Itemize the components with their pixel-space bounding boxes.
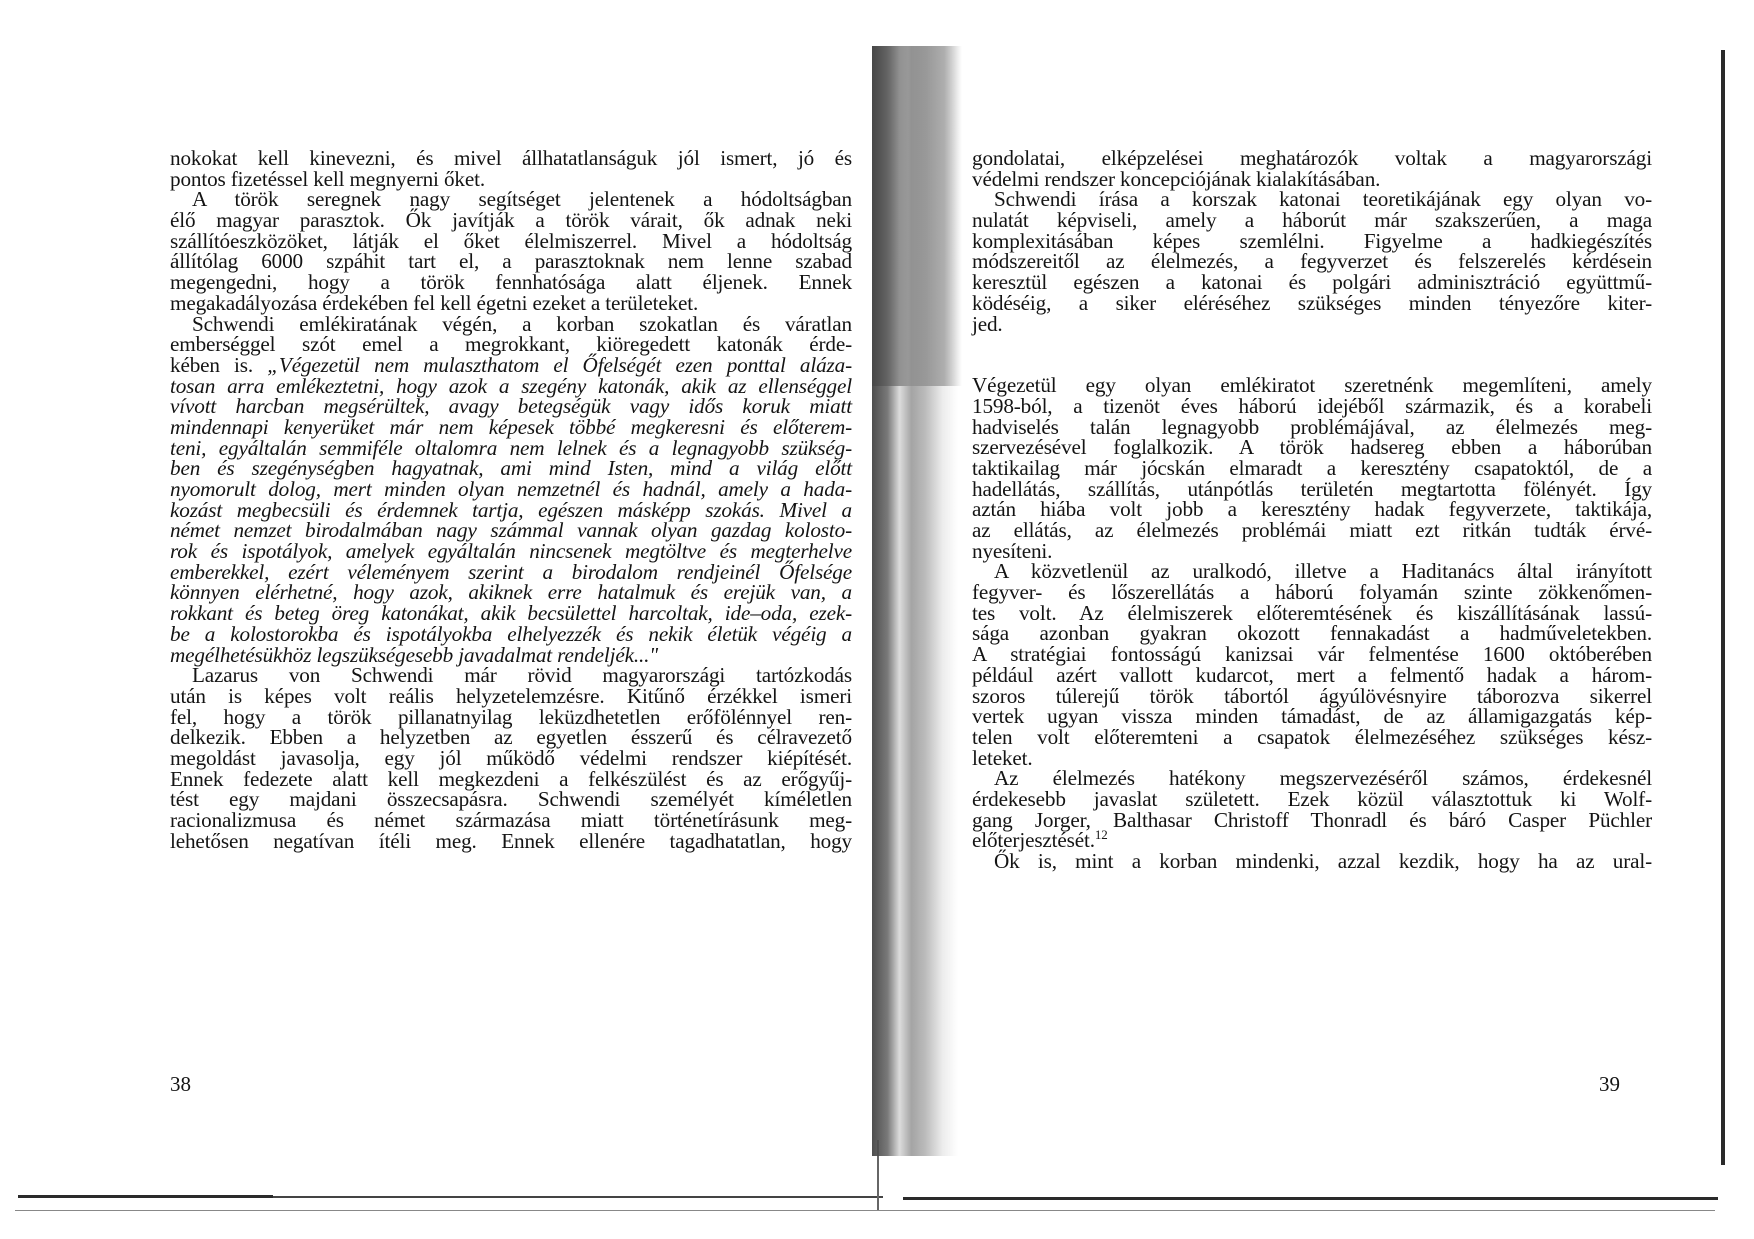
text-line-content: fegyver- és lőszerellátás a háború folyamán szinte zökkenőmen- [972, 580, 1652, 605]
text-line [972, 251, 1652, 272]
text-line-content: megoldást javasolja, egy jól működő védelmi rendszer kiépítését. [170, 745, 852, 770]
text-line-content: komplexitásában képes szemlélni. Figyelme a hadkiegészítés [972, 228, 1652, 253]
text-line [170, 683, 852, 708]
text-line-content: nyesíteni. [972, 538, 1053, 563]
text-line-content: Végezetül egy olyan emlékiratot szeretnénk megemlíteni, amely [972, 373, 1652, 398]
text-line-content: élő magyar parasztok. Ők javítják a török várait, ők adnak neki [170, 208, 852, 233]
text-line-content: be a kolostorokba és ispotályokba elhelyezzék és nekik életük végéig a [170, 621, 852, 646]
text-line [972, 851, 1652, 872]
text-line-content: ködéséig, a siker eléréséhez szükséges minden tényezőre kiter- [972, 290, 1652, 315]
text-line [170, 745, 852, 770]
text-line-content: előterjesztését. [972, 828, 1095, 853]
right-page-body-text [972, 148, 1652, 872]
text-line [170, 789, 852, 810]
text-line [170, 559, 852, 584]
text-line [170, 727, 852, 748]
text-line [972, 538, 1652, 563]
text-line [170, 334, 852, 355]
right-page [880, 0, 1754, 1239]
text-line-content: például azért vallott kudarcot, mert a felmentő hadak a három- [972, 662, 1652, 687]
text-line [170, 352, 852, 377]
scan-bottom-edge-left [18, 1195, 273, 1198]
text-line-content: szállítóeszközöket, látják el őket élelmiszerrel. Mivel a hódoltság [170, 228, 852, 253]
text-line-content: rokkant és beteg öreg katonákat, akik becsülettel harcoltak, ide–oda, ezek- [170, 601, 852, 626]
text-line [170, 458, 852, 479]
text-line-content: megélhetésükhöz legszükségesebb javadalmat rendeljék..." [170, 642, 659, 667]
text-line-content: kozást megbecsüli és érdemnek tartja, egészen másképp szokás. Mivel a [170, 497, 852, 522]
text-line-content: állítólag 6000 szpáhit tart el, a parasztoknak nem lenne szabad [170, 249, 852, 274]
text-line-content: német nemzet birodalmában nagy számmal vannak olyan gazdag kolosto- [170, 518, 852, 543]
text-line-content: szervezésével foglalkozik. A török hadsereg ebben a háborúban [972, 435, 1652, 460]
text-line [972, 437, 1652, 458]
text-line-content: Ennek fedezete alatt kell megkezdeni a felkészülést és az erőgyűj- [170, 766, 852, 791]
text-line-content: lehetősen negatívan ítéli meg. Ennek ellenére tagadhatatlan, hogy [170, 828, 852, 853]
text-line-content: Ők is, mint a korban mindenki, azzal kezdik, hogy ha az ural- [994, 849, 1652, 873]
text-line [170, 272, 852, 293]
text-line [170, 373, 852, 398]
text-line [972, 561, 1652, 582]
text-line [170, 311, 852, 336]
text-line [972, 272, 1652, 293]
text-line [972, 476, 1652, 501]
page-number-right: 39 [1599, 1072, 1620, 1096]
text-line-content: leteket. [972, 745, 1033, 770]
text-line-content: aztán hiába volt jobb a keresztény hadak fegyverzete, taktikája, [972, 497, 1652, 522]
text-line-content: sága azonban gyakran okozott fennakadást a hadműveletekben. [972, 621, 1652, 646]
text-line-content: taktikailag már jócskán elmaradt a keresztény csapatoktól, de a [972, 455, 1652, 480]
text-line-content: Schwendi írása a korszak katonai teoretikájának egy olyan vo- [994, 187, 1652, 212]
page-number-left: 38 [170, 1072, 191, 1096]
text-line [972, 724, 1652, 749]
text-line [170, 290, 852, 315]
text-line [170, 766, 852, 791]
text-line-content: kében is. [170, 352, 268, 377]
text-line [170, 228, 852, 253]
text-line-content: pontos fizetéssel kell megnyerni őket. [170, 166, 485, 191]
page-edge-line [1721, 50, 1725, 1165]
text-line-content: teni, egyáltalán semmiféle oltalomra nem lelnek és a legnagyobb szükség- [170, 435, 852, 460]
text-line-content: tosan arra emlékeztetni, hogy azok a szegény katonák, akik az ellenséggel [170, 373, 852, 398]
text-line-content: keresztül egészen a katonai és polgári adminisztráció együttmű- [972, 270, 1652, 295]
left-page-body-text [170, 148, 852, 851]
text-line [972, 706, 1652, 727]
text-line [170, 665, 852, 686]
text-line-content: tést egy majdani összecsapásra. Schwendi személyét kíméletlen [170, 787, 852, 812]
text-line [972, 414, 1652, 439]
text-line [170, 435, 852, 460]
text-line-content: módszereitől az élelmezés, a fegyverzet és felszerelés kérdésein [972, 249, 1652, 274]
text-line [972, 582, 1652, 603]
text-line [170, 414, 852, 439]
text-line [972, 375, 1652, 396]
text-line-content: nulatát képviseli, amely a háborút már szakszerűen, a maga [972, 208, 1652, 233]
text-line [170, 396, 852, 417]
text-line [972, 393, 1652, 418]
text-line [972, 210, 1652, 231]
text-line [170, 210, 852, 231]
text-line-content: Az élelmezés hatékony megszervezéséről számos, érdekesnél [994, 766, 1652, 791]
text-line [170, 497, 852, 522]
text-line-content: ben és szegénységben hagyatnak, ami mind Isten, mind a világ előtt [170, 456, 852, 481]
text-line [972, 520, 1652, 541]
text-line-content: Schwendi emlékiratának végén, a korban szokatlan és váratlan [192, 311, 852, 336]
scan-bottom-edge-left-thin [273, 1196, 883, 1198]
text-line [170, 479, 852, 500]
text-line [170, 810, 852, 831]
text-line [972, 623, 1652, 644]
text-line-content: nokokat kell kinevezni, és mivel állhatatlanságuk jól ismert, jó és [170, 146, 852, 170]
text-line [972, 290, 1652, 315]
text-line [972, 827, 1652, 853]
gutter-scan-smudge [872, 46, 962, 386]
text-line [170, 704, 852, 729]
text-line-content: érdekesebb javaslat született. Ezek közül választottuk ki Wolf- [972, 786, 1652, 811]
text-line-content: mindennapi kenyerüket már nem képesek többé megkeresni és előterem- [170, 414, 852, 439]
text-line-content: racionalizmusa és német származása miatt történetírásunk meg- [170, 808, 852, 832]
quote-start: „Végezetül nem mulaszthatom el Őfelségét ezen ponttal aláza- [267, 352, 852, 377]
text-line [170, 251, 852, 272]
text-line-content: A török seregnek nagy segítséget jelentenek a hódoltságban [192, 187, 852, 212]
section-break [972, 334, 1652, 375]
text-line-content: emberekkel, ezért véleményem szerint a birodalom rendjeinél Őfelsége [170, 559, 852, 584]
text-line-content: hadviselés talán legnagyobb problémájával, az élelmezés meg- [972, 414, 1652, 439]
text-line-content: után is képes volt reális helyzetelemzésre. Kitűnő érzékkel ismeri [170, 683, 852, 708]
text-line-content: delkezik. Ebben a helyzetben az egyetlen ésszerű és célravezető [170, 725, 852, 750]
text-line [972, 662, 1652, 687]
text-line-content: vívott harcban megsérültek, avagy betegségük vagy idős koruk miatt [170, 394, 852, 419]
text-line [170, 582, 852, 603]
text-line-content: az ellátás, az élelmezés problémái miatt ezt ritkán tudták érvé- [972, 518, 1652, 542]
text-line-content: 1598-ból, a tizenöt éves háború idejéből származik, és a korabeli [972, 393, 1652, 418]
text-line-content: fel, hogy a török pillanatnyilag leküzdhetetlen erőfölénnyel ren- [170, 704, 852, 729]
footnote-reference: 12 [1094, 827, 1108, 843]
text-line [170, 166, 852, 191]
text-line-content: vertek ugyan vissza minden támadást, de az államigazgatás kép- [972, 704, 1652, 729]
text-line-content: védelmi rendszer koncepciójának kialakításában. [972, 166, 1381, 191]
text-line-content: emberséggel szót emel a megrokkant, kiöregedett katonák érde- [170, 332, 852, 357]
text-line-content: A stratégiai fontosságú kanizsai vár felmentése 1600 októberében [972, 642, 1652, 667]
text-line [170, 828, 852, 853]
text-line-content: szoros túlerejű török tábortól ágyúlövésnyire táborozva sikerrel [972, 683, 1652, 708]
text-line [972, 786, 1652, 811]
text-line-content: hadellátás, szállítás, utánpótlás területén megtartotta fölényét. Így [972, 476, 1652, 501]
text-line [972, 683, 1652, 708]
text-line-content: rok és ispotályok, amelyek egyáltalán nincsenek megtöltve és megterhelve [170, 539, 852, 564]
text-line-content: jed. [972, 311, 1003, 336]
text-line-content: telen volt előteremteni a csapatok élelmezéséhez szükséges kész- [972, 724, 1652, 749]
text-line-content: nyomorult dolog, mert minden olyan nemzetnél és hadnál, amely a hada- [170, 477, 852, 501]
text-line [972, 644, 1652, 665]
text-line [972, 166, 1652, 191]
text-line-content: megengedni, hogy a török fennhatósága alatt éljenek. Ennek [170, 270, 852, 295]
text-line [170, 642, 852, 667]
text-line [972, 745, 1652, 770]
text-line [972, 768, 1652, 789]
text-line-content: A közvetlenül az uralkodó, illetve a Haditanács által irányított [994, 559, 1652, 584]
text-line-content: könnyen elérhetné, hogy azok, akiknek erre hatalmuk és erejük van, a [170, 580, 852, 605]
text-line [972, 189, 1652, 210]
text-line [170, 621, 852, 646]
text-line-content: Lazarus von Schwendi már rövid magyarországi tartózkodás [192, 663, 852, 688]
text-line [972, 600, 1652, 625]
text-line-content: gondolatai, elképzelései meghatározók voltak a magyarországi [972, 146, 1652, 170]
text-line-content: megakadályozása érdekében fel kell égetni ezeket a területeket. [170, 290, 699, 315]
text-line [170, 603, 852, 624]
text-line [972, 499, 1652, 520]
text-line [972, 455, 1652, 480]
text-line-content: tes volt. Az élelmiszerek előteremtésének és kiszállításának lassú- [972, 600, 1652, 625]
text-line [972, 311, 1652, 336]
text-line [170, 541, 852, 562]
text-line [170, 148, 852, 169]
text-line-content: gang Jorger, Balthasar Christoff Thonradl és báró Casper Püchler [972, 807, 1652, 832]
text-line [972, 148, 1652, 169]
text-line [972, 228, 1652, 253]
text-line [170, 520, 852, 541]
text-line [170, 189, 852, 210]
